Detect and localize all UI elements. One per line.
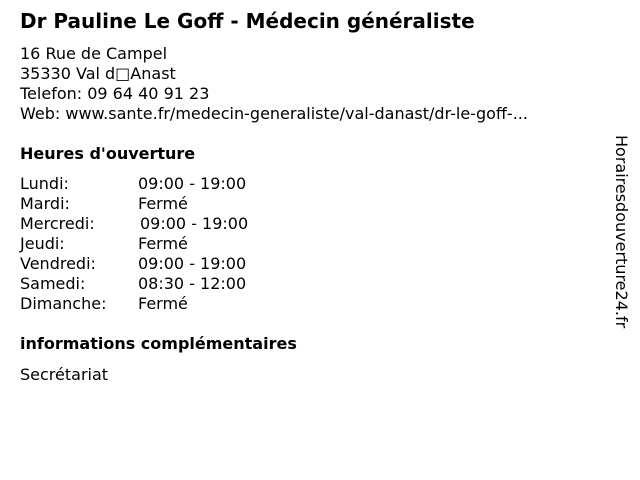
- hours-time: 09:00 - 19:00: [140, 214, 249, 233]
- page-title: Dr Pauline Le Goff - Médecin généraliste: [20, 9, 475, 33]
- hours-time: Fermé: [138, 194, 188, 213]
- hours-day: Mardi:: [20, 194, 70, 213]
- hours-day: Samedi:: [20, 274, 86, 293]
- web-line: Web: www.sante.fr/medecin-generaliste/val-danast/dr-le-goff-...: [20, 104, 528, 123]
- phone-line: Telefon: 09 64 40 91 23: [20, 84, 210, 103]
- hours-day: Mercredi:: [20, 214, 95, 233]
- hours-heading: Heures d'ouverture: [20, 144, 196, 163]
- contact-info: [20, 44, 528, 124]
- extra-info-text: Secrétariat: [20, 365, 109, 384]
- extra-info-heading: informations complémentaires: [20, 334, 297, 353]
- site-watermark-label: Horairesdouverture24.fr: [612, 135, 631, 329]
- hours-day: Vendredi:: [20, 254, 96, 273]
- address-city: 35330 Val d□Anast: [20, 64, 176, 83]
- hours-day: Dimanche:: [20, 294, 107, 313]
- hours-time: Fermé: [138, 294, 188, 313]
- hours-day: Jeudi:: [20, 234, 65, 253]
- hours-day: Lundi:: [20, 174, 69, 193]
- hours-time: 08:30 - 12:00: [138, 274, 247, 293]
- hours-time: 09:00 - 19:00: [138, 174, 247, 193]
- hours-time: 09:00 - 19:00: [138, 254, 247, 273]
- hours-time: Fermé: [138, 234, 188, 253]
- address-street: 16 Rue de Campel: [20, 44, 168, 63]
